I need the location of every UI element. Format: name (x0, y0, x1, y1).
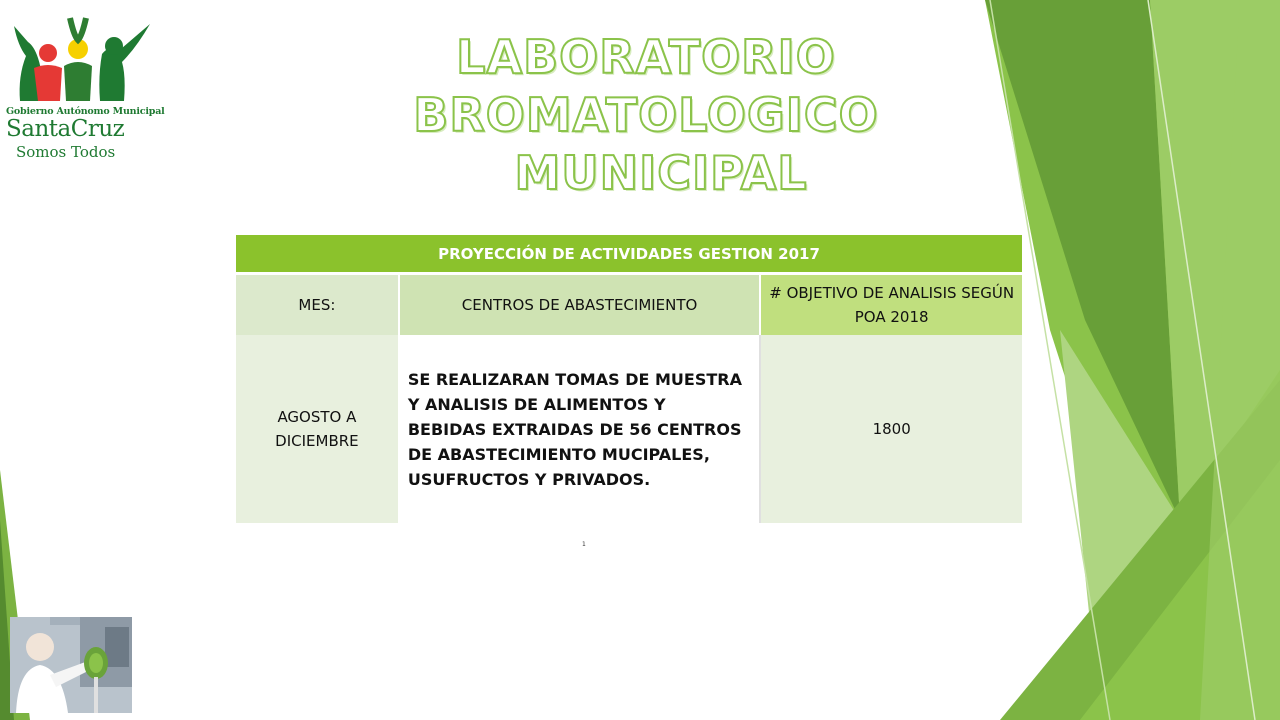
cell-centros: SE REALIZARAN TOMAS DE MUESTRA Y ANALISIS DE ALIMENTOS Y BEBIDAS EXTRAIDAS DE 56 CENTROS DE ABASTECIMIENTO MUCIPALES, USUFRUCTOS Y PRIVADOS. (399, 335, 761, 523)
cell-mes: AGOSTO A DICIEMBRE (236, 335, 399, 523)
title-line-2: MUNICIPAL (514, 146, 808, 200)
municipal-logo (4, 6, 165, 161)
column-header-objetivo: # OBJETIVO DE ANALISIS SEGÚN POA 2018 (760, 274, 1022, 336)
table-header-text: PROYECCIÓN DE ACTIVIDADES GESTION 2017 (438, 244, 820, 263)
table-row (236, 335, 1022, 523)
table-column-headers (236, 274, 1022, 336)
logo-text-santacruz: SantaCruz (6, 116, 125, 142)
lab-technician-photo (10, 617, 132, 713)
logo-text-somos-todos: Somos Todos (16, 143, 116, 161)
page-title (236, 28, 1056, 202)
footnote-marker: 1 (582, 541, 586, 548)
column-header-mes: MES: (236, 274, 399, 336)
title-line-1: LABORATORIO BROMATOLOGICO (413, 30, 879, 142)
cell-objetivo: 1800 (760, 335, 1022, 523)
column-header-centros: CENTROS DE ABASTECIMIENTO (399, 274, 761, 336)
people-figures-logo-icon (4, 6, 154, 106)
logo-text-government: Gobierno Autónomo Municipal (6, 106, 165, 117)
activities-table (236, 235, 1022, 523)
table-header (236, 235, 1022, 274)
